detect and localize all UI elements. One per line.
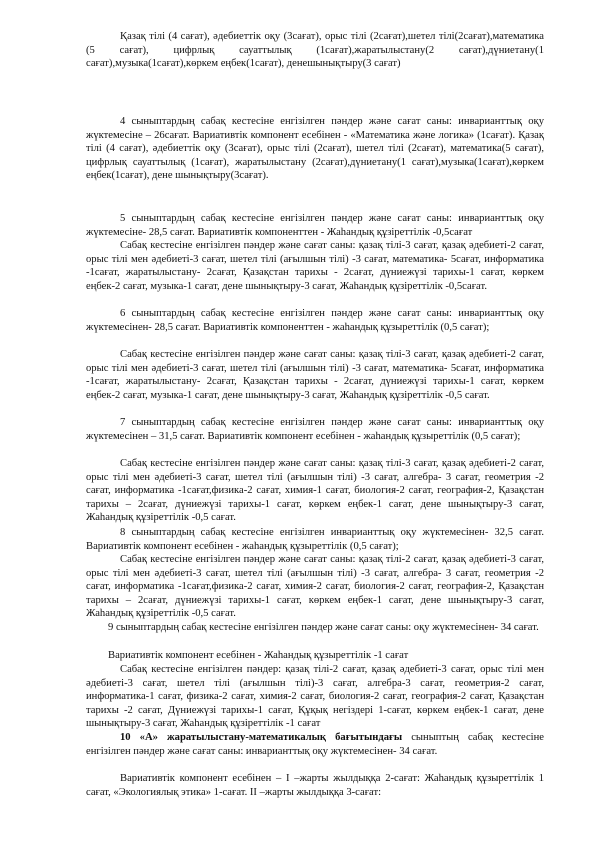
paragraph-8grade: 8 сыныптардың сабақ кестесіне енгізілген инварианттық оқу жүктемесінен- 32,5 сағат. Вариативтік компонент есебінен - жаһандық құзыреттілік (0,5 сағат);: [86, 527, 544, 552]
paragraph-7grade-subjects: Сабақ кестесіне енгізілген пәндер және сағат саны: қазақ тілі-3 сағат, қазақ әдебиеті-2 сағат, орыс тілі мен әдебиеті-3 сағат, шетел тілі (ағылшын тілі) -3 сағат, алгебра- 3 сағат, геометрия -2 сағат, информатика -1сағат,физика-2 сағат, химия-1 сағат, биология-2 сағат, география-2, Қазақстан тарихы – 2сағат, дүниежүзі тарихы-1 сағат, көркем еңбек-1 сағат, дене шынықтыру-3 сағат, Жаһандық құзіреттілік -0,5 сағат.: [86, 458, 544, 524]
10a-direction-text: сыныптың сабақ кестесіне енгізілген пәндер және сағат саны: инварианттық оқу жүктемесінен- 34 сағат.: [86, 732, 544, 757]
paragraph-9grade-subjects: Сабақ кестесіне енгізілген пәндер: қазақ тілі-2 сағат, қазақ әдебиеті-3 сағат, орыс тілі мен әдебиеті-3 сағат, шетел тілі (ағылшын тілі)-3 сағат, алгебра-3 сағат, геометрия-2 сағат, информатика-1 сағат, физика-2 сағат, химия-2 сағат, биология-2 сағат, география-2 сағат, Қазақстан тарихы -2 сағат, Дүниежүзі тарихы-1 сағат, Құқық негіздері 1-сағат, көркем еңбек-1 сағат, дене шынықтыру-3 сағат, Жаһандық құзіреттілік -1 сағат: [86, 664, 544, 730]
paragraph-9grade: 9 сыныптардың сабақ кестесіне енгізілген пәндер және сағат саны: оқу жүктемесінен- 34 сағат.: [108, 622, 539, 633]
paragraph-10a-variative: Вариативтік компонент есебінен – І –жарты жылдыққа 2-сағат: Жаһандық құзыреттілік 1 сағат, «Экологиялық этика» 1-сағат. ІІ –жарты жылдыққа 3-сағат:: [86, 773, 544, 798]
paragraph-3grade-subjects: Қазақ тілі (4 сағат), әдебиеттік оқу (3сағат), орыс тілі (2сағат),шетел тілі(2сағат),математика (5 сағат), цифрлық сауаттылық (1сағат),жаратылыстану(2 сағат),дүниетану(1 сағат),музыка(1сағат),көркем еңбек(1сағат), денешынықтыру(3 сағат): [86, 31, 544, 70]
paragraph-6grade-subjects: Сабақ кестесіне енгізілген пәндер және сағат саны: қазақ тілі-3 сағат, қазақ әдебиеті-2 сағат, орыс тілі мен әдебиеті-3 сағат, шетел тілі (ағылшын тілі) -3 сағат, математика- 5сағат, информатика -1сағат, жаратылыстану- 2сағат, Қазақстан тарихы - 2сағат, дүниежүзі тарихы-1 сағат, көркем еңбек-2 сағат, музыка-1 сағат, дене шынықтыру-3 сағат, Жаһандық құзіреттілік -0,5 сағат.: [86, 349, 544, 401]
paragraph-6grade: 6 сыныптардың сабақ кестесіне енгізілген пәндер және сағат саны: инварианттық оқу жүктемесінен- 28,5 сағат. Вариативтік компоненттен - жаһандық құзыреттілік (0,5 сағат);: [86, 308, 544, 333]
10a-direction-title: 10 «А» жаратылыстану-математикалық бағытындағы: [120, 732, 403, 743]
paragraph-10a-grade: [86, 731, 544, 758]
paragraph-9grade-variative: Вариативтік компонент есебінен - Жаһандық құзыреттілік -1 сағат: [108, 650, 409, 661]
paragraph-8grade-subjects: Сабақ кестесіне енгізілген пәндер және сағат саны: қазақ тілі-2 сағат, қазақ әдебиеті-3 сағат, орыс тілі мен әдебиеті-3 сағат, шетел тілі (ағылшын тілі) -3 сағат, алгебра- 3 сағат, геометрия -2 сағат, информатика -1сағат,физика-2 сағат, химия-2 сағат, биология-2 сағат, география-2, Қазақстан тарихы – 2сағат, дүниежүзі тарихы-1 сағат, көркем еңбек-1 сағат, дене шынықтыру-3 сағат, Жаһандық құзіреттілік -0,5 сағат.: [86, 554, 544, 620]
paragraph-5grade: 5 сыныптардың сабақ кестесіне енгізілген пәндер және сағат саны: инварианттық оқу жүктемесіне- 28,5 сағат. Вариативтік компоненттен - Жаһандық құзіреттілік -0,5сағат: [86, 213, 544, 238]
paragraph-4grade: 4 сыныптардың сабақ кестесіне енгізілген пәндер және сағат саны: инварианттық оқу жүктемесіне – 26сағат. Вариативтік компонент есебінен - «Математика және логика» (1сағат). Қазақ тілі (4 сағат), әдебиеттік оқу (3сағат), орыс тілі (2сағат), шетел тілі (2сағат), математика(5 сағат), цифрлық сауаттылық (1сағат), жаратылыстану (2сағат),дүниетану(1 сағат),музыка(1сағат),көркем еңбек(1сағат), дене шынықтыру(3сағат).: [86, 116, 544, 182]
paragraph-5grade-subjects: Сабақ кестесіне енгізілген пәндер және сағат саны: қазақ тілі-3 сағат, қазақ әдебиеті-2 сағат, орыс тілі мен әдебиеті-3 сағат, шетел тілі (ағылшын тілі) -3 сағат, математика- 5сағат, информатика -1сағат, жаратылыстану- 2сағат, Қазақстан тарихы - 2сағат, дүниежүзі тарихы-1 сағат, көркем еңбек-2 сағат, музыка-1 сағат, дене шынықтыру-3 сағат, Жаһандық құзіреттілік -0,5сағат.: [86, 240, 544, 292]
paragraph-7grade: 7 сыныптардың сабақ кестесіне енгізілген пәндер және сағат саны: инварианттық оқу жүктемесінен – 31,5 сағат. Вариативтік компонент есебінен - жаһандық құзыреттілік (0,5 сағат);: [86, 417, 544, 442]
